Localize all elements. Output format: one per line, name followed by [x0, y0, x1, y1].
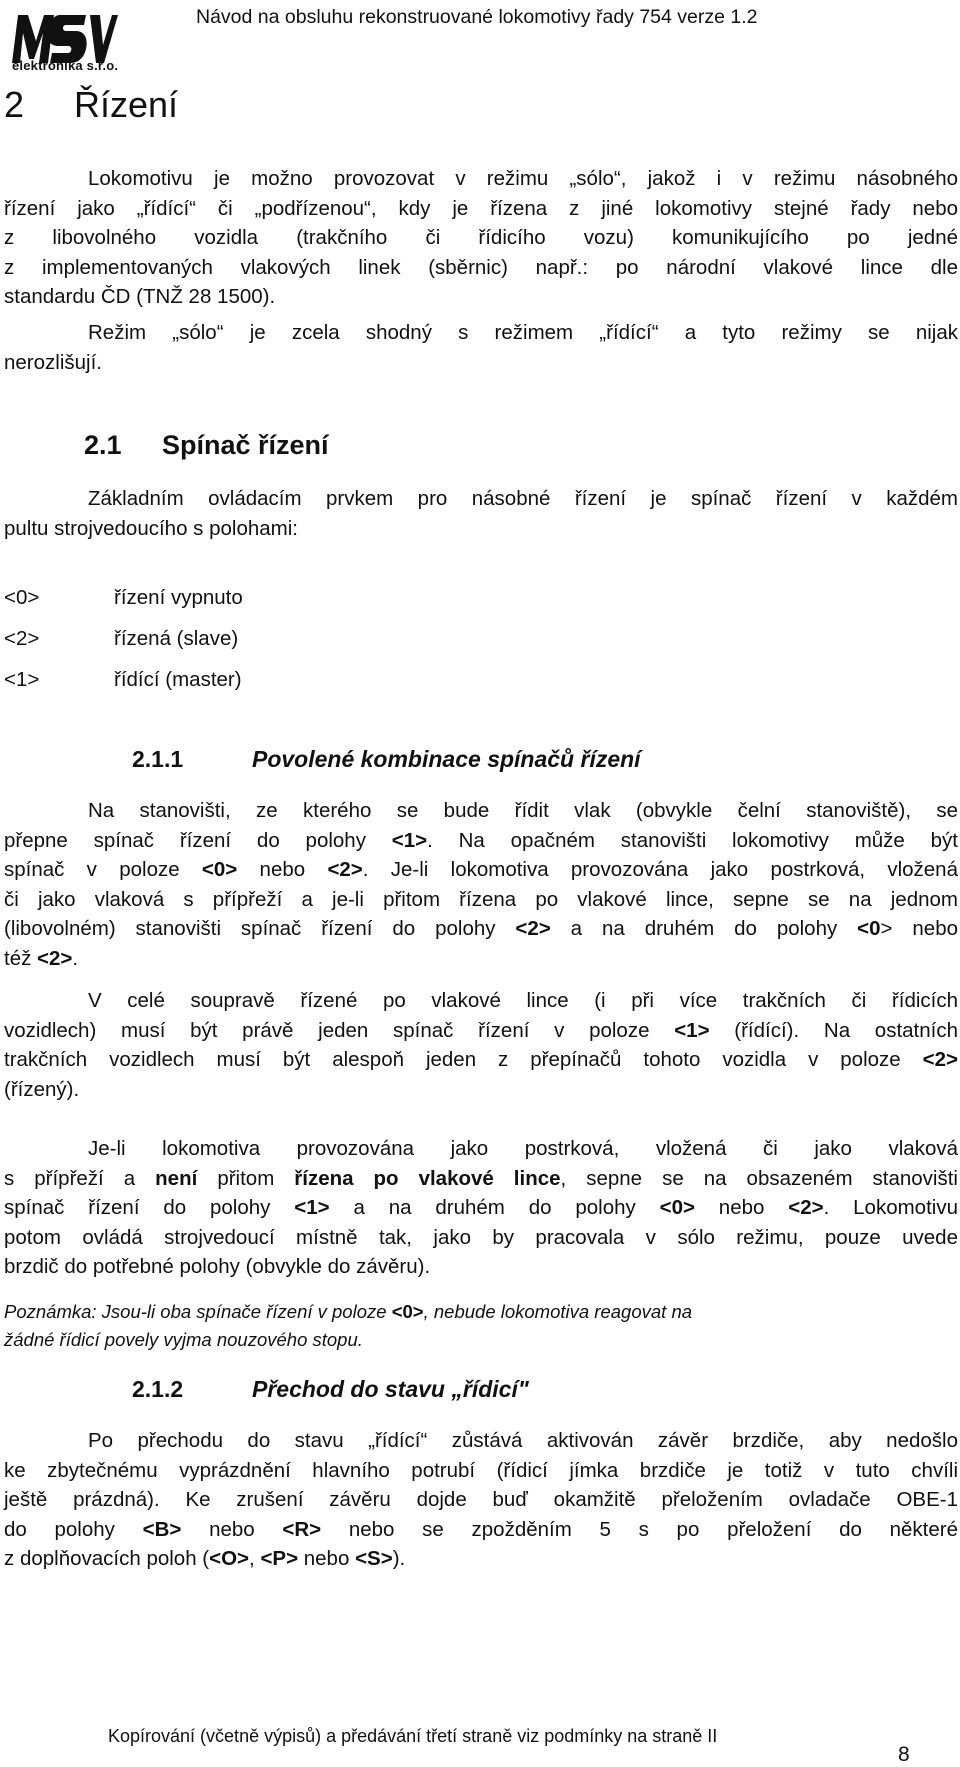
text-line: ještě prázdná). Ke zrušení závěru dojde buď okamžitě přeložením ovladače OBE-1 [4, 1488, 958, 1512]
text-line: vozidlech) musí být právě jeden spínač řízení v poloze <1> (řídící). Na ostatních [4, 1018, 958, 1042]
text-line: Poznámka: Jsou-li oba spínače řízení v poloze <0>, nebude lokomotiva reagovat na [4, 1301, 693, 1322]
text-line: Je-li lokomotiva provozována jako postrková, vložená či jako vlaková [88, 1137, 958, 1160]
text-line: (řízený). [4, 1077, 80, 1101]
subsection-title: Přechod do stavu „řídicí" [252, 1376, 529, 1402]
text-line: též <2>. [4, 946, 79, 970]
footer-copyright: Kopírování (včetně výpisů) a předávání třetí straně viz podmínky na straně II [108, 1726, 718, 1746]
local-control-paragraph [4, 1134, 958, 1282]
text-line: či jako vlaková s přípřeží a je-li přitom řízena po vlakové lince, sepne se na jednom [4, 887, 958, 911]
position-code: <2> [4, 627, 40, 650]
text-line: spínač řízení do polohy <1> a na druhém do polohy <0> nebo <2>. Lokomotivu [4, 1196, 958, 1220]
chapter-number: 2 [4, 84, 25, 125]
text-line: přepne spínač řízení do polohy <1>. Na opačném stanovišti lokomotivy může být [4, 828, 958, 852]
section-title: Spínač řízení [162, 430, 329, 460]
mode-paragraph [4, 318, 958, 377]
text-line: Režim „sólo“ je zcela shodný s režimem „řídící“ a tyto režimy se nijak [88, 321, 958, 344]
text-line: ke zbytečnému vyprázdnění hlavního potrubí (řídicí jímka brzdiče je totiž v tuto chvíli [4, 1458, 958, 1482]
text-line: z implementovaných vlakových linek (sběrnic) např.: po národní vlakové lince dle [4, 255, 958, 279]
logo-text: elektronika s.r.o. [12, 58, 119, 73]
text-line: z doplňovacích poloh (<O>, <P> nebo <S>). [4, 1547, 406, 1571]
text-line: s přípřeží a není přitom řízena po vlakové lince, sepne se na obsazeném stanovišti [4, 1166, 958, 1190]
position-code: <1> [4, 668, 40, 691]
text-line: pultu strojvedoucího s polohami: [4, 516, 299, 540]
single-master-paragraph [4, 986, 958, 1104]
text-line: trakčních vozidlech musí být alespoň jeden z přepínačů tohoto vozidla v poloze <2> [4, 1048, 958, 1072]
position-label: řízení vypnuto [114, 586, 243, 609]
text-line: řízení jako „řídící“ či „podřízenou“, kdy je řízena z jiné lokomotivy stejné řady nebo [4, 196, 958, 220]
text-line: standardu ČD (TNŽ 28 1500). [4, 285, 276, 309]
switch-intro-paragraph [4, 484, 958, 543]
position-code: <0> [4, 586, 40, 609]
text-line: brzdič do potřebné polohy (obvykle do závěru). [4, 1255, 431, 1279]
subsection-number: 2.1.2 [132, 1376, 184, 1402]
position-label: řízená (slave) [114, 627, 239, 650]
section-number: 2.1 [84, 430, 122, 460]
text-line: spínač v poloze <0> nebo <2>. Je-li lokomotiva provozována jako postrková, vložená [4, 858, 958, 882]
text-line: Lokomotivu je možno provozovat v režimu „sólo“, jakož i v režimu násobného [88, 167, 958, 190]
text-line: Základním ovládacím prvkem pro násobné řízení je spínač řízení v každém [88, 487, 958, 510]
chapter-title: Řízení [74, 84, 179, 125]
text-line: z libovolného vozidla (trakčního či řídicího vozu) komunikujícího po jedné [4, 226, 958, 250]
intro-paragraph [4, 164, 958, 312]
text-line: V celé soupravě řízené po vlakové lince (i při více trakčních či řídicích [88, 989, 958, 1012]
text-line: Po přechodu do stavu „řídící“ zůstává aktivován závěr brzdiče, aby nedošlo [88, 1429, 958, 1452]
document-header-title: Návod na obsluhu rekonstruované lokomotivy řady 754 verze 1.2 [196, 6, 758, 28]
master-transition-paragraph [4, 1426, 958, 1574]
text-line: nerozlišují. [4, 350, 102, 374]
subsection-title: Povolené kombinace spínačů řízení [252, 746, 641, 772]
text-line: (libovolném) stanovišti spínač řízení do polohy <2> a na druhém do polohy <0> nebo [4, 917, 958, 941]
text-line: žádné řídicí povely vyjma nouzového stopu. [4, 1329, 363, 1350]
text-line: potom ovládá strojvedoucí místně tak, jako by pracovala v sólo režimu, pouze uvede [4, 1225, 958, 1249]
text-line: do polohy <B> nebo <R> nebo se zpožděním 5 s po přeložení do některé [4, 1517, 958, 1541]
page-number: 8 [898, 1743, 910, 1766]
combinations-paragraph [4, 796, 958, 974]
chapter-heading [4, 84, 178, 126]
text-line: Na stanovišti, ze kterého se bude řídit vlak (obvykle čelní stanoviště), se [88, 799, 958, 822]
note-paragraph [4, 1298, 958, 1354]
subsection-number: 2.1.1 [132, 746, 184, 772]
position-label: řídící (master) [114, 668, 242, 691]
